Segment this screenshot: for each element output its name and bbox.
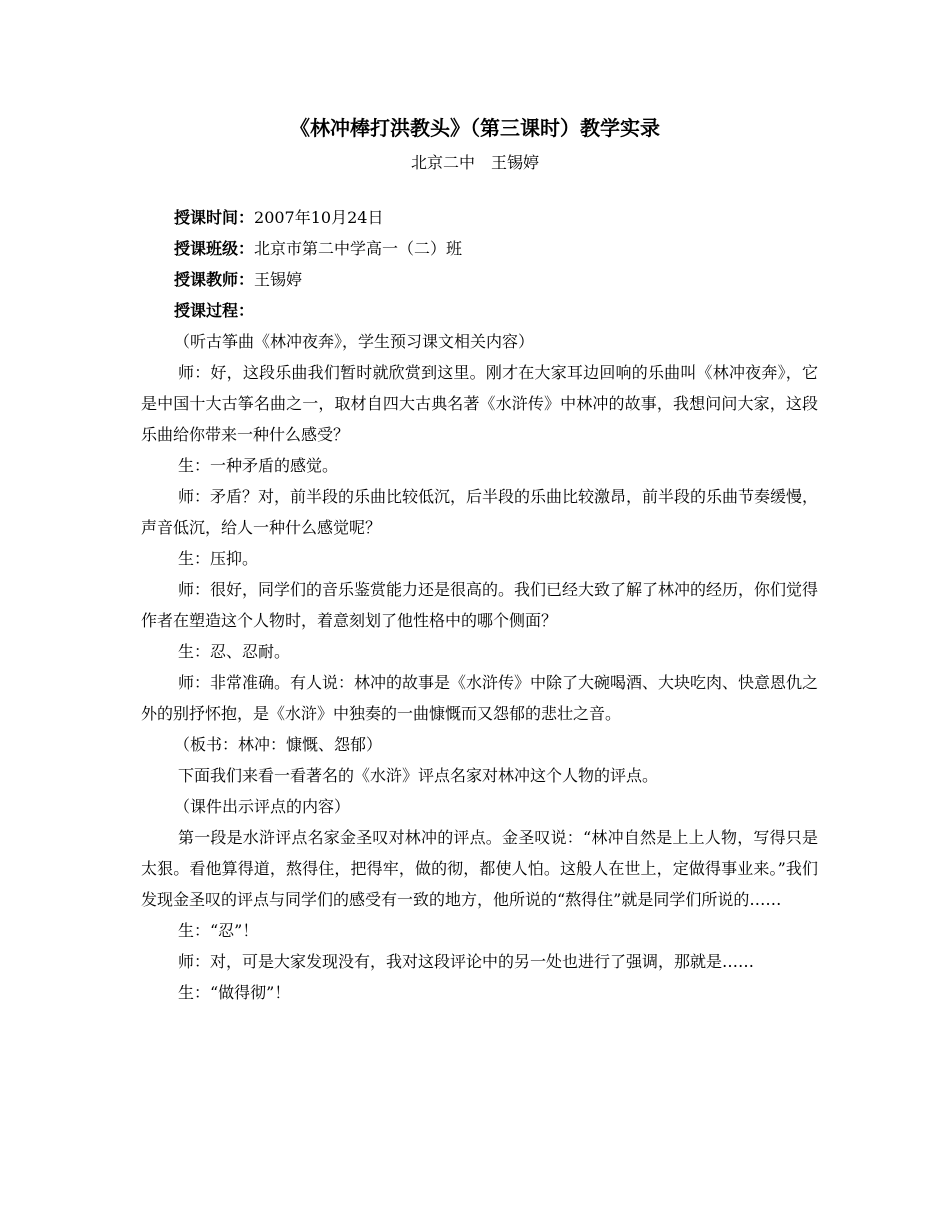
paragraph: 生：“做得彻”！ <box>178 983 291 1002</box>
meta-label: 授课过程： <box>174 301 255 320</box>
meta-row-time <box>141 202 818 233</box>
meta-label: 授课教师： <box>174 270 255 289</box>
paragraph: （课件出示评点的内容） <box>174 797 351 816</box>
meta-row-process <box>141 295 818 326</box>
paragraph: 师：很好，同学们的音乐鉴赏能力还是很高的。我们已经大致了解了林冲的经历，你们觉得作者在塑造这个人物时，着意刻划了他性格中的哪个侧面？ <box>141 580 819 630</box>
document-byline: 北京二中 王锡婷 <box>410 153 539 172</box>
meta-row-teacher <box>141 264 818 295</box>
meta-label: 授课班级： <box>174 239 255 258</box>
meta-value: 王锡婷 <box>254 270 303 289</box>
meta-label: 授课时间： <box>174 208 255 227</box>
paragraph: 生：忍、忍耐。 <box>178 642 291 661</box>
paragraph: （听古筝曲《林冲夜奔》，学生预习课文相关内容） <box>174 332 535 351</box>
paragraph: 下面我们来看一看著名的《水浒》评点名家对林冲这个人物的评点。 <box>178 766 659 785</box>
meta-value: 北京市第二中学高一（二）班 <box>254 239 463 258</box>
document-title: 《林冲棒打洪教头》（第三课时）教学实录 <box>290 116 660 140</box>
paragraph: 生：一种矛盾的感觉。 <box>178 456 339 475</box>
paragraph: 师：非常准确。有人说：林冲的故事是《水浒传》中除了大碗喝酒、大块吃肉、快意恩仇之外的别抒怀抱，是《水浒》中独奏的一曲慷慨而又怨郁的悲壮之音。 <box>141 673 819 723</box>
meta-row-class <box>141 233 818 264</box>
paragraph: 师：矛盾？对，前半段的乐曲比较低沉，后半段的乐曲比较激昂，前半段的乐曲节奏缓慢，声音低沉，给人一种什么感觉呢？ <box>141 487 819 537</box>
meta-value: 2007年10月24日 <box>254 208 384 227</box>
paragraph: 生：“忍”！ <box>178 921 259 940</box>
paragraph: 师：对，可是大家发现没有，我对这段评论中的另一处也进行了强调，那就是…… <box>178 952 755 971</box>
paragraph: 生：压抑。 <box>178 549 259 568</box>
paragraph: 第一段是水浒评点名家金圣叹对林冲的评点。金圣叹说：“林冲自然是上上人物，写得只是太狠。看他算得道，熬得住，把得牢，做的彻，都使人怕。这般人在世上，定做得事业来。”我们发现金圣叹的评点与同学们的感受有一致的地方，他所说的“熬得住”就是同学们所说的…… <box>141 828 818 909</box>
paragraph: 师：好，这段乐曲我们暂时就欣赏到这里。刚才在大家耳边回响的乐曲叫《林冲夜奔》，它是中国十大古筝名曲之一，取材自四大古典名著《水浒传》中林冲的故事，我想问问大家，这段乐曲给你带来一种什么感受？ <box>141 363 818 444</box>
document-body <box>141 202 818 1008</box>
paragraph: （板书：林冲：慷慨、怨郁） <box>174 735 383 754</box>
